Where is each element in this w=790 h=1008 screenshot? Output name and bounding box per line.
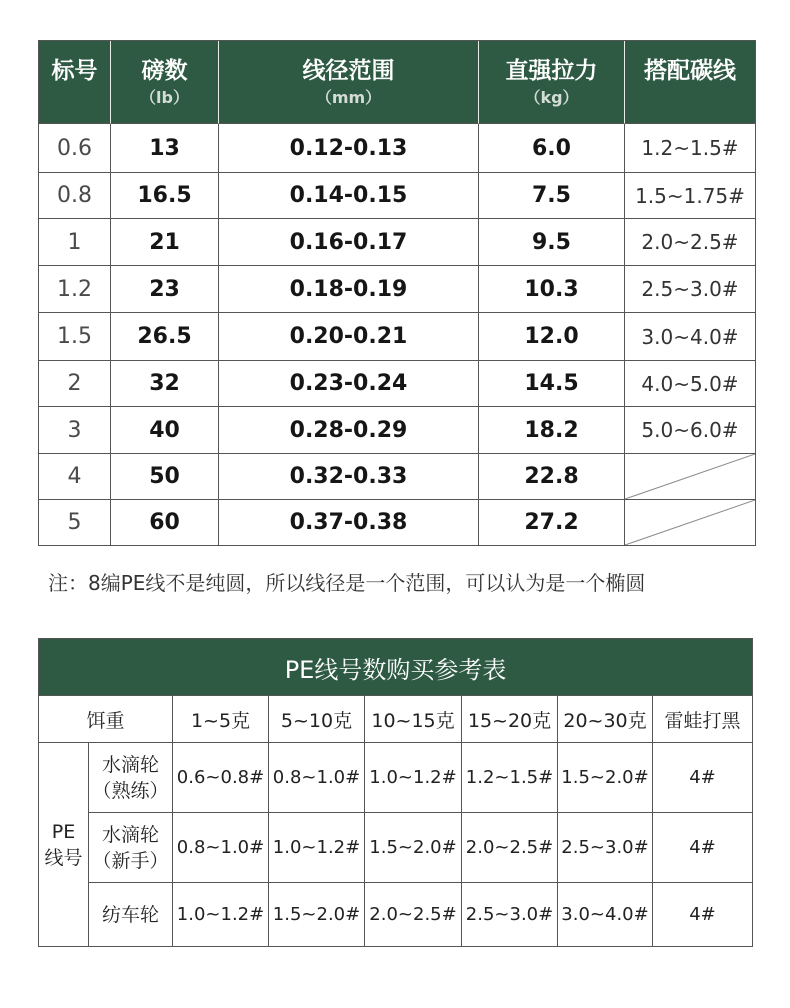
spec-cell-diameter: 0.32-0.33 <box>219 454 479 500</box>
spec-cell-lb: 32 <box>111 361 219 407</box>
spec-cell-size: 1 <box>39 219 111 266</box>
line-size-cell: 1.2~1.5# <box>462 743 558 813</box>
header-diameter-label: 线径范围 <box>302 58 395 84</box>
line-size-cell: 0.6~0.8# <box>173 743 269 813</box>
line-size-cell: 1.5~2.0# <box>269 883 365 947</box>
weight-column-header: 雷蛙打黑 <box>653 696 753 743</box>
spec-row <box>39 454 756 500</box>
spec-cell-size: 2 <box>39 361 111 407</box>
line-size-cell: 4# <box>653 743 753 813</box>
buy-header-row <box>39 696 753 743</box>
spec-cell-size: 3 <box>39 407 111 454</box>
spec-cell-strength: 14.5 <box>479 361 625 407</box>
reel-type-label-line: 水滴轮 <box>101 823 159 846</box>
spec-cell-size: 1.5 <box>39 313 111 361</box>
reel-type-label-line: （新手） <box>92 849 169 872</box>
spec-cell-lb: 26.5 <box>111 313 219 361</box>
spec-cell-size: 0.8 <box>39 173 111 219</box>
spec-cell-strength: 7.5 <box>479 173 625 219</box>
reel-type-label <box>89 883 173 947</box>
header-size <box>39 41 111 124</box>
pe-line-group-label-line: 线号 <box>44 846 83 869</box>
header-strength-label: 直强拉力 <box>505 58 598 84</box>
header-lb-label: 磅数 <box>141 58 188 84</box>
spec-row <box>39 173 756 219</box>
spec-row <box>39 361 756 407</box>
weight-column-header: 5~10克 <box>269 696 365 743</box>
buy-row <box>39 883 753 947</box>
line-size-cell: 0.8~1.0# <box>269 743 365 813</box>
spec-cell-strength: 22.8 <box>479 454 625 500</box>
line-size-cell: 1.0~1.2# <box>365 743 462 813</box>
spec-cell-carbon-empty <box>625 454 756 500</box>
spec-cell-diameter: 0.20-0.21 <box>219 313 479 361</box>
header-lb-unit: （lb） <box>140 88 189 107</box>
spec-cell-strength: 18.2 <box>479 407 625 454</box>
line-size-cell: 1.0~1.2# <box>173 883 269 947</box>
buy-row <box>39 743 753 813</box>
line-size-cell: 3.0~4.0# <box>558 883 653 947</box>
reel-type-label <box>89 743 173 813</box>
spec-row <box>39 500 756 546</box>
spec-cell-diameter: 0.37-0.38 <box>219 500 479 546</box>
reel-type-label-line: 水滴轮 <box>101 753 159 776</box>
spec-cell-diameter: 0.18-0.19 <box>219 266 479 313</box>
spec-cell-diameter: 0.23-0.24 <box>219 361 479 407</box>
header-carbon <box>625 41 756 124</box>
spec-row <box>39 124 756 173</box>
header-diameter-unit: （mm） <box>315 88 382 107</box>
header-carbon-label: 搭配碳线 <box>644 58 736 84</box>
line-size-cell: 1.0~1.2# <box>269 813 365 883</box>
spec-cell-size: 5 <box>39 500 111 546</box>
spec-cell-lb: 60 <box>111 500 219 546</box>
spec-cell-diameter: 0.28-0.29 <box>219 407 479 454</box>
pe-buying-reference-table <box>38 638 753 947</box>
spec-cell-strength: 6.0 <box>479 124 625 173</box>
line-size-cell: 4# <box>653 813 753 883</box>
header-lb <box>111 41 219 124</box>
header-strength-unit: （kg） <box>524 88 579 107</box>
spec-cell-strength: 12.0 <box>479 313 625 361</box>
spec-cell-carbon: 4.0~5.0# <box>625 361 756 407</box>
buy-row <box>39 813 753 883</box>
spec-cell-carbon: 5.0~6.0# <box>625 407 756 454</box>
reel-type-label <box>89 813 173 883</box>
header-strength <box>479 41 625 124</box>
header-diameter <box>219 41 479 124</box>
line-size-cell: 0.8~1.0# <box>173 813 269 883</box>
spec-cell-lb: 50 <box>111 454 219 500</box>
spec-row <box>39 266 756 313</box>
spec-cell-diameter: 0.14-0.15 <box>219 173 479 219</box>
weight-column-header: 15~20克 <box>462 696 558 743</box>
spec-cell-strength: 9.5 <box>479 219 625 266</box>
header-size-label: 标号 <box>51 58 98 84</box>
spec-cell-carbon: 2.5~3.0# <box>625 266 756 313</box>
spec-row <box>39 219 756 266</box>
weight-column-header: 10~15克 <box>365 696 462 743</box>
weight-column-header: 1~5克 <box>173 696 269 743</box>
spec-row <box>39 407 756 454</box>
line-size-cell: 2.0~2.5# <box>365 883 462 947</box>
spec-cell-strength: 27.2 <box>479 500 625 546</box>
diagonal-slash <box>625 454 755 499</box>
reel-type-label-line: 纺车轮 <box>101 903 159 926</box>
spec-cell-size: 4 <box>39 454 111 500</box>
spec-cell-lb: 40 <box>111 407 219 454</box>
spec-cell-carbon: 1.2~1.5# <box>625 124 756 173</box>
weight-column-header: 20~30克 <box>558 696 653 743</box>
diagonal-slash <box>625 500 755 545</box>
spec-cell-size: 1.2 <box>39 266 111 313</box>
spec-cell-carbon: 1.5~1.75# <box>625 173 756 219</box>
line-size-cell: 4# <box>653 883 753 947</box>
spec-cell-size: 0.6 <box>39 124 111 173</box>
pe-line-group-label-line: PE <box>51 820 76 843</box>
spec-cell-strength: 10.3 <box>479 266 625 313</box>
spec-header-row <box>39 41 756 124</box>
line-spec-table <box>38 40 756 546</box>
spec-row <box>39 313 756 361</box>
spec-cell-carbon: 2.0~2.5# <box>625 219 756 266</box>
spec-cell-lb: 13 <box>111 124 219 173</box>
spec-cell-lb: 16.5 <box>111 173 219 219</box>
line-size-cell: 2.0~2.5# <box>462 813 558 883</box>
pe-line-group-label <box>39 743 89 947</box>
buy-title-row <box>39 639 753 696</box>
spec-cell-lb: 23 <box>111 266 219 313</box>
line-size-cell: 2.5~3.0# <box>558 813 653 883</box>
buy-table-title: PE线号数购买参考表 <box>39 639 753 696</box>
line-size-cell: 1.5~2.0# <box>558 743 653 813</box>
footnote: 注：8编PE线不是纯圆，所以线径是一个范围，可以认为是一个椭圆 <box>48 571 646 595</box>
spec-cell-diameter: 0.12-0.13 <box>219 124 479 173</box>
line-size-cell: 2.5~3.0# <box>462 883 558 947</box>
bait-weight-label: 饵重 <box>39 696 173 743</box>
spec-cell-carbon-empty <box>625 500 756 546</box>
spec-cell-lb: 21 <box>111 219 219 266</box>
reel-type-label-line: （熟练） <box>92 779 169 802</box>
spec-cell-carbon: 3.0~4.0# <box>625 313 756 361</box>
line-size-cell: 1.5~2.0# <box>365 813 462 883</box>
spec-cell-diameter: 0.16-0.17 <box>219 219 479 266</box>
